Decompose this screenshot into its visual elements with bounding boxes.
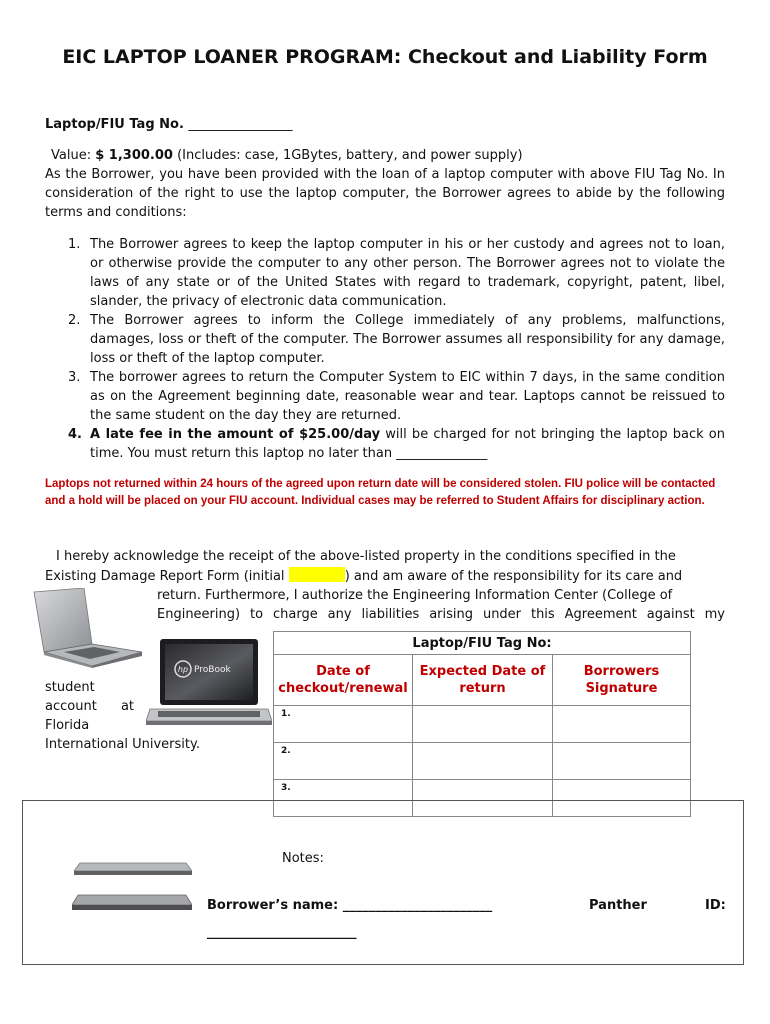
table-row	[274, 743, 691, 780]
ack-tail-3: Florida	[45, 718, 90, 733]
ack-line-2	[45, 567, 725, 586]
term-item	[68, 311, 725, 368]
column-header-signature: Borrowers Signature	[553, 655, 691, 706]
term-item	[68, 368, 725, 425]
ack-line-2-end: ) and am aware of the responsibility for its care and	[344, 569, 683, 584]
checkout-log-table	[273, 631, 691, 817]
laptop-photo-open	[28, 588, 146, 668]
borrower-name-line	[207, 896, 492, 915]
term-item	[68, 235, 725, 311]
laptop-photo-probook	[146, 637, 272, 729]
ack-line-3: return. Furthermore, I authorize the Engineering Information Center (College of	[157, 588, 673, 603]
value-line	[51, 146, 523, 165]
row-number-cell[interactable]: 2.	[274, 743, 413, 780]
term-number: 3.	[68, 370, 81, 385]
table-row	[274, 706, 691, 743]
svg-text:ProBook: ProBook	[194, 665, 231, 675]
id-label: ID:	[705, 898, 726, 913]
ack-tail-2	[45, 697, 134, 716]
panther-id-field[interactable]: _______________________	[207, 925, 357, 940]
ack-line-2-start: Existing Damage Report Form (initial	[45, 569, 285, 584]
return-date-cell[interactable]	[413, 706, 553, 743]
borrower-info-box	[22, 800, 744, 965]
ack-line-1: I hereby acknowledge the receipt of the above-listed property in the conditions specified in the	[56, 549, 676, 564]
panther-label: Panther	[589, 898, 647, 913]
tag-number-blank[interactable]: ________________	[188, 117, 293, 132]
term-number: 4.	[68, 427, 82, 442]
signature-cell[interactable]	[553, 706, 691, 743]
laptop-photo-closed-1	[74, 861, 192, 877]
term-text: The Borrower agrees to keep the laptop computer in his or her custody and agrees not to loan, or otherwise provide the computer to any other person. The Borrower agrees not to violate the laws of any state or of the United States with regard to trademark, copyright, patent, libel, slander, the privacy of electronic data communication.	[90, 237, 725, 309]
borrower-name-field[interactable]: _______________________	[342, 898, 493, 913]
intro-paragraph: As the Borrower, you have been provided with the loan of a laptop computer with above FIU Tag No. In consideration of the right to use the laptop computer, the Borrower agrees to abide by the following terms and conditions:	[45, 167, 725, 220]
svg-text:hp: hp	[177, 665, 189, 674]
form-title: EIC LAPTOP LOANER PROGRAM: Checkout and Liability Form	[62, 46, 708, 68]
value-label: Value:	[51, 148, 92, 163]
term-text: will be charged for not bringing the laptop back on time. You must return this laptop no later than ______________	[90, 427, 725, 461]
late-fee-text: A late fee in the amount of $25.00/day	[90, 427, 381, 442]
value-amount: $ 1,300.00	[95, 148, 173, 163]
column-header-return-date: Expected Date of return	[413, 655, 553, 706]
ack-tail-4: International University.	[45, 737, 200, 752]
term-number: 1.	[68, 237, 81, 252]
stolen-warning: Laptops not returned within 24 hours of the agreed upon return date will be considered stolen. FIU police will be contacted and a hold will be placed on your FIU account. Individual cases may be referred to Student Affairs for disciplinary action.	[45, 478, 716, 507]
laptop-photo-closed-2	[72, 893, 192, 913]
ack-line-4: Engineering) to charge any liabilities arising under this Agreement against my	[157, 607, 725, 622]
term-item	[68, 425, 725, 463]
term-text: The Borrower agrees to inform the College immediately of any problems, malfunctions, damages, loss or theft of the computer. The Borrower assumes all responsibility for any damage, loss or theft of the laptop computer.	[90, 313, 725, 366]
ack-tail-2-start: account	[45, 699, 97, 714]
initial-highlight-field[interactable]	[289, 567, 345, 582]
notes-label: Notes:	[282, 851, 324, 866]
borrower-name-label: Borrower’s name:	[207, 898, 339, 913]
ack-tail-2-end: at	[120, 699, 135, 714]
terms-list	[45, 235, 725, 463]
signature-cell[interactable]	[553, 743, 691, 780]
tag-number-line	[45, 115, 292, 134]
ack-tail-1: student	[45, 680, 95, 695]
return-date-cell[interactable]	[413, 743, 553, 780]
log-table-title: Laptop/FIU Tag No:	[274, 632, 691, 655]
term-text: The borrower agrees to return the Computer System to EIC within 7 days, in the same condition as on the Agreement beginning date, reasonable wear and tear. Laptops cannot be reissued to the same student on the day they are returned.	[90, 370, 725, 423]
row-number-cell[interactable]: 1.	[274, 706, 413, 743]
tag-number-label: Laptop/FIU Tag No.	[45, 117, 184, 132]
column-header-checkout-date: Date of checkout/renewal	[274, 655, 413, 706]
term-number: 2.	[68, 313, 81, 328]
value-includes: (Includes: case, 1GBytes, battery, and power supply)	[177, 148, 523, 163]
row-number-cell[interactable]: 3.	[274, 780, 413, 817]
